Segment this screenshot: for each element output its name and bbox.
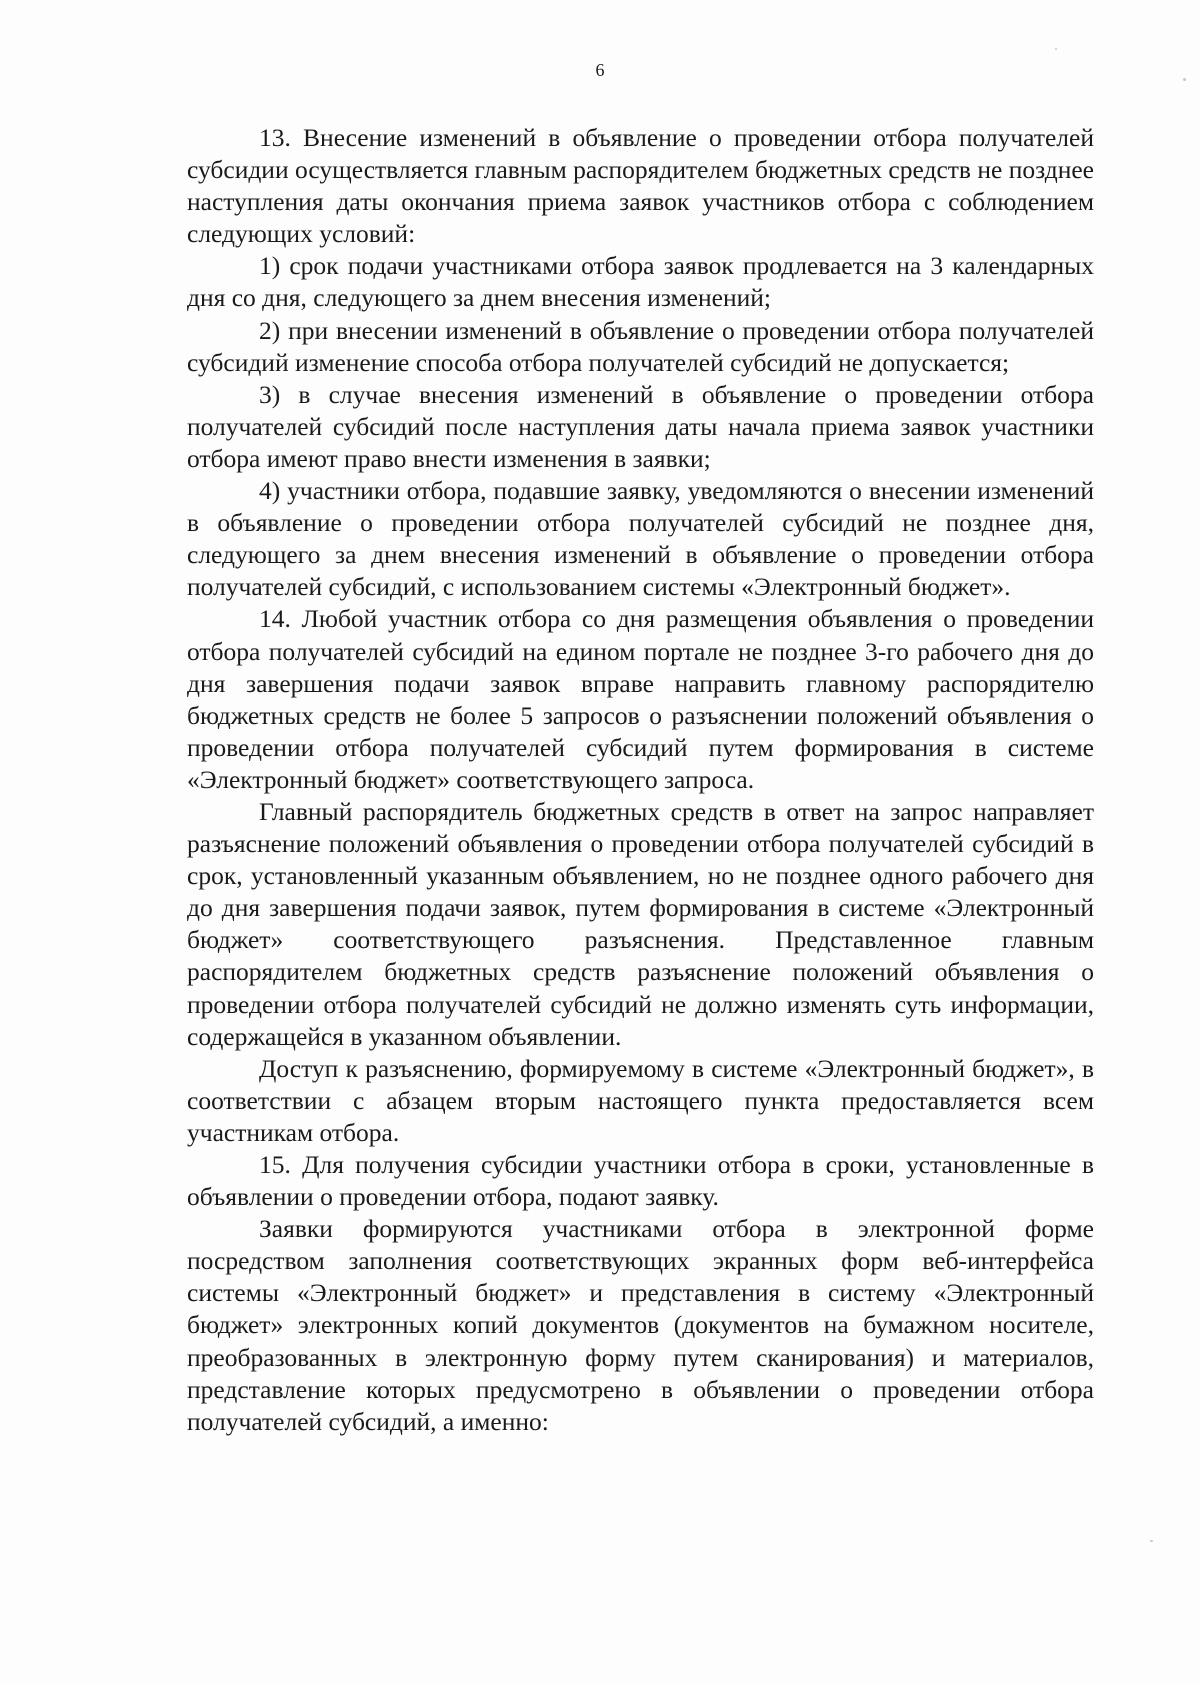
list-item-1: 1) срок подачи участниками отбора заявок продлевается на 3 календарных дня со дня, следующего за днем внесения изменений; xyxy=(187,251,1094,313)
scan-speck xyxy=(1183,78,1186,81)
paragraph-15-applications: Заявки формируются участниками отбора в электронной форме посредством заполнения соответствующих экранных форм веб-интерфейса системы «Электронный бюджет» и представления в систему «Электронный бюджет» электронных копий документов (документов на бумажном носителе, преобразованных в электронную форму путем сканирования) и материалов, представление которых предусмотрено в объявлении о проведении отбора получателей субсидий, а именно: xyxy=(187,1214,1094,1436)
list-item-2: 2) при внесении изменений в объявление о проведении отбора получателей субсидий изменение способа отбора получателей субсидий не допускается; xyxy=(187,315,1094,377)
paragraph-14: 14. Любой участник отбора со дня размещения объявления о проведении отбора получателей субсидий на едином портале не позднее 3-го рабочего дня до дня завершения подачи заявок вправе направить главному распорядителю бюджетных средств не более 5 запросов о разъяснении положений объявления о проведении отбора получателей субсидий путем формирования в системе «Электронный бюджет» соответствующего запроса. xyxy=(187,604,1094,794)
paragraph-14-access: Доступ к разъяснению, формируемому в системе «Электронный бюджет», в соответствии с абзацем вторым настоящего пункта предоставляется всем участникам отбора. xyxy=(187,1053,1094,1147)
paragraph-13: 13. Внесение изменений в объявление о проведении отбора получателей субсидии осуществляется главным распорядителем бюджетных средств не позднее наступления даты окончания приема заявок участников отбора с соблюдением следующих условий: xyxy=(187,123,1094,249)
paragraph-14-response: Главный распорядитель бюджетных средств в ответ на запрос направляет разъяснение положений объявления о проведении отбора получателей субсидий в срок, установленный указанным объявлением, но не позднее одного рабочего дня до дня завершения подачи заявок, путем формирования в системе «Электронный бюджет» соответствующего разъяснения. Представленное главным распорядителем бюджетных средств разъяснение положений объявления о проведении отбора получателей субсидий не должно изменять суть информации, содержащейся в указанном объявлении. xyxy=(187,796,1094,1051)
scan-speck xyxy=(1055,48,1057,50)
list-item-3: 3) в случае внесения изменений в объявление о проведении отбора получателей субсидий после наступления даты начала приема заявок участники отбора имеют право внести изменения в заявки; xyxy=(187,379,1094,473)
list-item-4: 4) участники отбора, подавшие заявку, уведомляются о внесении изменений в объявление о проведении отбора получателей субсидий не позднее дня, следующего за днем внесения изменений в объявление о проведении отбора получателей субсидий, с использованием системы «Электронный бюджет». xyxy=(187,476,1094,602)
page-number: 6 xyxy=(595,60,605,80)
scan-speck xyxy=(1150,1540,1153,1542)
document-body xyxy=(187,122,1094,1438)
paragraph-15: 15. Для получения субсидии участники отбора в сроки, установленные в объявлении о проведении отбора, подают заявку. xyxy=(187,1150,1094,1212)
